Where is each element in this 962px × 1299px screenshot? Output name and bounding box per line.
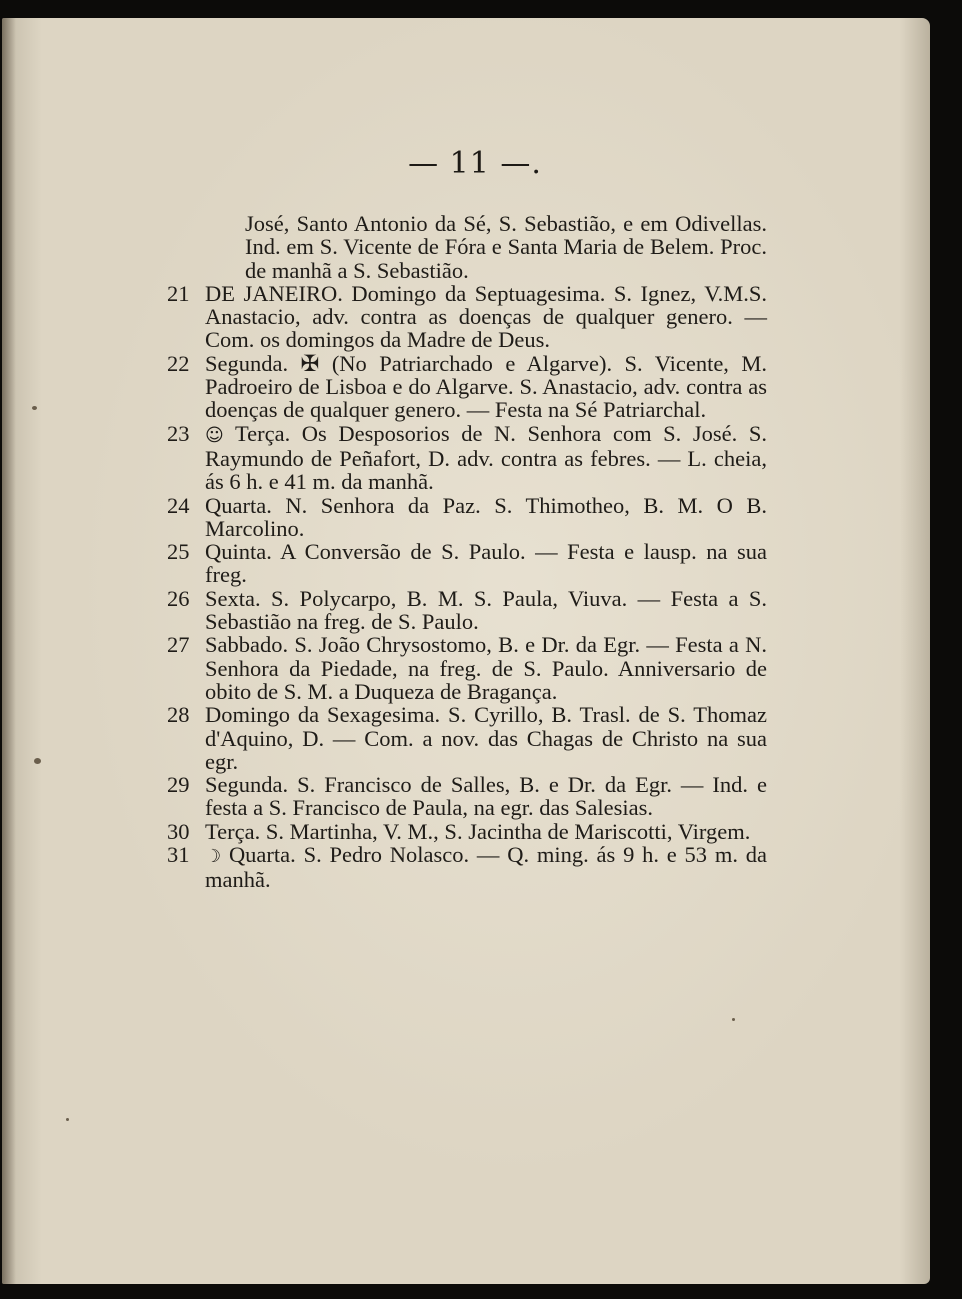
day-text: Segunda. S. Francisco de Salles, B. e Dr. da Egr. — Ind. e festa a S. Francisco de Paula, na egr. das Salesias. xyxy=(205,772,767,821)
day-number: 21 xyxy=(167,280,190,306)
calendar-entry xyxy=(167,587,767,634)
paper-speck xyxy=(34,758,41,764)
paper-speck xyxy=(66,1118,69,1121)
day-number: 22 xyxy=(167,350,190,376)
day-description xyxy=(205,703,767,773)
day-number: 25 xyxy=(167,539,190,565)
calendar-entry xyxy=(167,540,767,587)
day-number: 27 xyxy=(167,632,190,658)
moon-phase-icon: ☺ xyxy=(205,424,224,446)
day-number: 23 xyxy=(167,420,190,446)
day-text: Quarta. N. Senhora da Paz. S. Thimotheo, B. M. O B. Marcolino. xyxy=(205,492,767,541)
moon-phase-icon: ☽ xyxy=(205,846,222,868)
day-number: 31 xyxy=(167,842,190,868)
paper-speck xyxy=(732,1018,735,1021)
day-text: Segunda. ✠ (No Patriarchado e Algarve). S. Vicente, M. Padroeiro de Lisboa e do Algarve. S. Anastacio, adv. contra as doenças de qualquer genero. — Festa na Sé Patriarchal. xyxy=(205,350,767,423)
day-description xyxy=(205,494,767,541)
day-text: Sexta. S. Polycarpo, B. M. S. Paula, Viuva. — Festa a S. Sebastião na freg. de S. Paulo. xyxy=(205,585,767,635)
day-number: 24 xyxy=(167,492,190,518)
day-text: Sabbado. S. João Chrysostomo, B. e Dr. da Egr. — Festa a N. Senhora da Piedade, na freg. de S. Paulo. Anniversario de obito de S. M. a Duqueza de Bragança. xyxy=(205,632,767,704)
calendar-text xyxy=(167,212,767,892)
day-text: Quinta. A Conversão de S. Paulo. — Festa e lausp. na sua freg. xyxy=(205,539,767,588)
spine-shadow xyxy=(2,18,16,1284)
calendar-entry xyxy=(167,494,767,541)
day-description xyxy=(205,633,767,703)
day-number: 28 xyxy=(167,702,190,728)
day-description xyxy=(205,422,767,494)
calendar-entry xyxy=(167,282,767,352)
calendar-entry xyxy=(167,773,767,820)
calendar-entry xyxy=(167,703,767,773)
day-description xyxy=(205,540,767,587)
day-text: Quarta. S. Pedro Nolasco. — Q. ming. ás 9 h. e 53 m. da manhã. xyxy=(205,842,768,893)
day-number: 26 xyxy=(167,585,190,611)
day-number: 30 xyxy=(167,818,190,844)
day-text: Domingo da Sexagesima. S. Cyrillo, B. Trasl. de S. Thomaz d'Aquino, D. — Com. a nov. das Chagas de Christo na sua egr. xyxy=(205,702,767,774)
day-description xyxy=(205,820,767,843)
calendar-entry xyxy=(167,422,767,494)
day-number: 29 xyxy=(167,772,190,798)
day-text: Terça. Os Desposorios de N. Senhora com S. José. S. Raymundo de Peñafort, D. adv. contra as febres. — L. cheia, ás 6 h. e 41 m. da manhã. xyxy=(205,420,767,495)
calendar-entry xyxy=(167,843,767,892)
calendar-entry xyxy=(167,820,767,843)
calendar-entries xyxy=(167,282,767,892)
book-page xyxy=(2,18,930,1284)
day-description xyxy=(205,352,767,422)
calendar-entry xyxy=(167,352,767,422)
day-text: DE JANEIRO. Domingo da Septuagesima. S. Ignez, V.M.S. Anastacio, adv. contra as doenças de qualquer genero. — Com. os domingos da Madre de Deus. xyxy=(205,280,767,353)
day-description xyxy=(205,773,767,820)
paper-speck xyxy=(32,406,37,410)
day-text: Terça. S. Martinha, V. M., S. Jacintha de Mariscotti, Virgem. xyxy=(205,818,751,844)
day-description xyxy=(205,282,767,352)
day-description xyxy=(205,587,767,634)
page-number: — 11 —. xyxy=(408,146,542,181)
calendar-entry xyxy=(167,633,767,703)
day-description xyxy=(205,843,767,892)
intro-paragraph: José, Santo Antonio da Sé, S. Sebastião, e em Odivellas. Ind. em S. Vicente de Fóra e Santa Maria de Belem. Proc. de manhã a S. Sebastião. xyxy=(245,211,767,283)
